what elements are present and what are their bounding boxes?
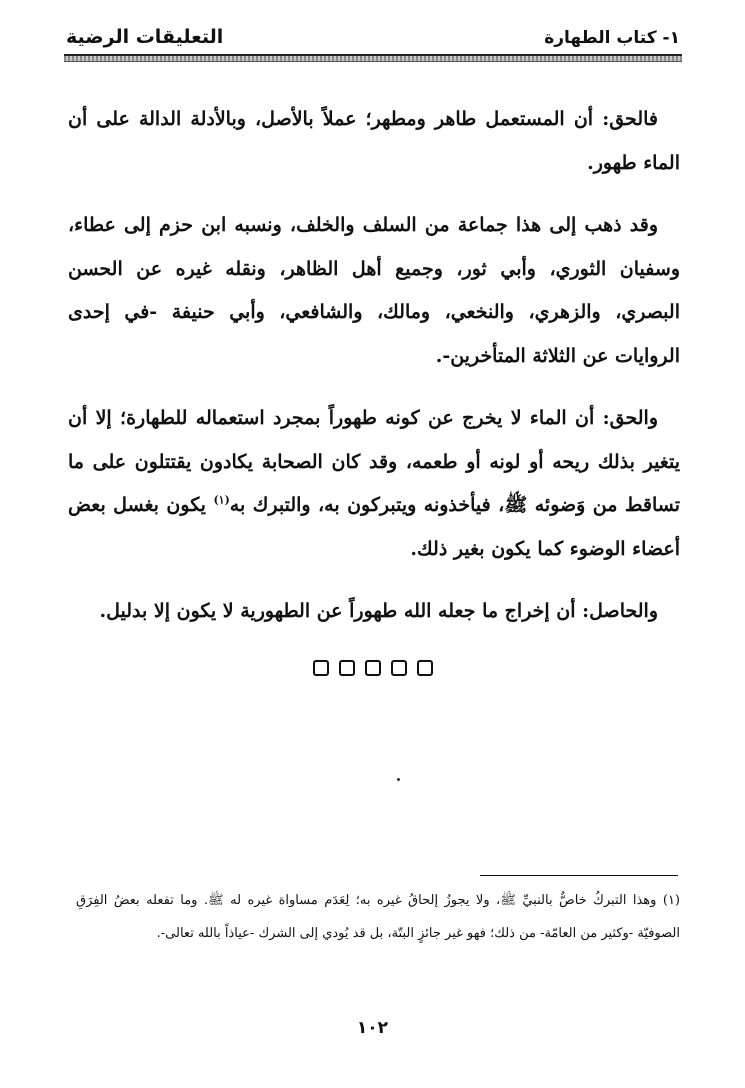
page-number: ١٠٢ [356,1018,389,1038]
footnote-text: (١) وهذا التبركُ خاصٌّ بالنبيِّ ﷺ، ولا يجوزُ إلحاقُ غيره به؛ لِعَدَم مساواة غيره له ﷺ. وما تفعله بعضُ الفِرَقِ الصوفيّة -وكثير من العامّة- من ذلك؛ فهو غير جائزٍ البتّة، بل قد يُودي إلى الشرك -عياذاً بالله تعالى-. [76,893,680,941]
chapter-title: ١- كتاب الطهارة [544,28,680,48]
square-ornament-icon [365,660,381,676]
paragraph-3: والحق: أن الماء لا يخرج عن كونه طهوراً بمجرد استعماله للطهارة؛ إلا أن يتغير بذلك ريحه أو لونه أو طعمه، وقد كان الصحابة يكادون يقتتلون على ما تساقط من وَضوئه ﷺ، فيأخذونه ويتبركون به، والتبرك به$^{(١)}$ يكون بغسل بعض أعضاء الوضوء كما يكون بغير ذلك. [68,407,681,560]
print-speck [397,778,400,781]
square-ornament-icon [313,660,329,676]
footnote-reference[interactable]: (١) [213,493,230,507]
paragraph-4: والحاصل: أن إخراج ما جعله الله طهوراً عن الطهورية لا يكون إلا بدليل. [99,600,658,622]
paragraph-2: وقد ذهب إلى هذا جماعة من السلف والخلف، ونسبه ابن حزم إلى عطاء، وسفيان الثوري، وأبي ثور، وجميع أهل الظاهر، ونقله غيره عن الحسن البصري، والزهري، والنخعي، ومالك، والشافعي، وأبي حنيفة -في إحدى الروايات عن الثلاثة المتأخرين-. [68,214,680,367]
square-ornament-icon [417,660,433,676]
main-text [68,98,680,634]
running-header [66,24,680,54]
square-ornament-icon [339,660,355,676]
paragraph-1: فالحق: أن المستعمل طاهر ومطهر؛ عملاً بالأصل، وبالأدلة الدالة على أن الماء طهور. [68,108,680,174]
square-ornament-icon [391,660,407,676]
header-rule [64,54,682,62]
section-divider-ornament [313,660,433,680]
footnote [76,884,680,950]
book-title: التعليقات الرضية [66,26,224,48]
footnote-separator [480,875,678,876]
